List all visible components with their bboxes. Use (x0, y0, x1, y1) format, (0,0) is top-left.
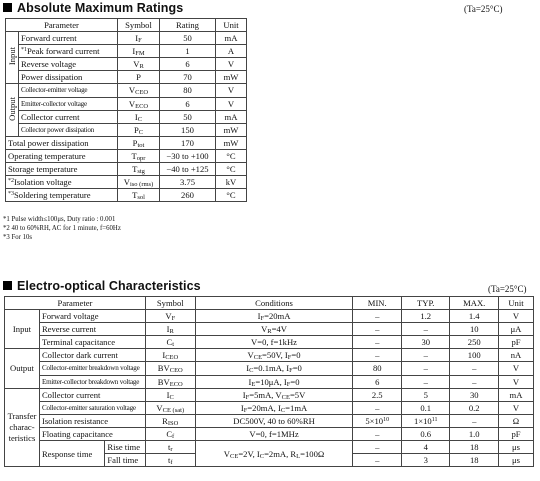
amr-symbol: $I_F$ (118, 32, 160, 45)
amr-param: Collector power dissipation (19, 123, 118, 136)
amr-rating: 1 (160, 45, 216, 58)
eoc-conditions: $I_F=20mA$ (195, 310, 353, 323)
table-row (5, 375, 534, 388)
eoc-header-min: MIN. (353, 297, 402, 310)
table-row (6, 32, 247, 45)
table-row (6, 45, 247, 58)
eoc-conditions: $I_F=5mA$, $V_{CE}=5V$ (195, 388, 353, 401)
eoc-min: – (353, 427, 402, 440)
eoc-typ: 0.6 (401, 427, 450, 440)
table-row (5, 427, 534, 440)
amr-header-rating: Rating (160, 19, 216, 32)
amr-unit: °C (216, 149, 247, 162)
amr-header-symbol: Symbol (118, 19, 160, 32)
amr-symbol: $P_{tot}$ (118, 136, 160, 149)
amr-section-title: Absolute Maximum Ratings (3, 1, 183, 15)
amr-group-output: Output (6, 84, 19, 136)
table-row (6, 58, 247, 71)
amr-symbol: $V_{iso (rms)}$ (118, 176, 160, 189)
eoc-min: – (353, 441, 402, 454)
eoc-group-output: Output (5, 349, 40, 388)
table-row (6, 71, 247, 84)
eoc-unit: Ω (498, 414, 533, 427)
amr-symbol: $P_C$ (118, 123, 160, 136)
amr-symbol: $V_{CEO}$ (118, 84, 160, 97)
table-row (6, 110, 247, 123)
eoc-min: – (353, 310, 402, 323)
eoc-unit: μs (498, 441, 533, 454)
table-row (5, 349, 534, 362)
table-row (5, 441, 534, 454)
amr-unit: A (216, 45, 247, 58)
footnote: *1 Pulse width≤100μs, Duty ratio : 0.001 (3, 216, 116, 223)
eoc-section-title: Electro-optical Characteristics (3, 279, 201, 293)
amr-symbol: $I_{FM}$ (118, 45, 160, 58)
amr-header-row (6, 19, 247, 32)
amr-symbol: $I_C$ (118, 110, 160, 123)
eoc-header-conditions: Conditions (195, 297, 353, 310)
eoc-param: Forward voltage (39, 310, 145, 323)
eoc-param: Isolation resistance (39, 414, 145, 427)
eoc-table (4, 296, 534, 467)
amr-unit: °C (216, 189, 247, 202)
eoc-symbol: $C_t$ (145, 336, 195, 349)
amr-unit: °C (216, 163, 247, 176)
eoc-unit: μs (498, 454, 533, 467)
eoc-param: Terminal capacitance (39, 336, 145, 349)
eoc-max: – (450, 362, 499, 375)
table-row (5, 401, 534, 414)
eoc-min: – (353, 401, 402, 414)
eoc-symbol: $C_f$ (145, 427, 195, 440)
eoc-symbol: $R_{ISO}$ (145, 414, 195, 427)
eoc-max: 0.2 (450, 401, 499, 414)
eoc-unit: pF (498, 427, 533, 440)
square-bullet-icon (3, 281, 12, 290)
table-row (5, 362, 534, 375)
amr-rating: 70 (160, 71, 216, 84)
eoc-conditions: DC500V, 40 to 60%RH (195, 414, 353, 427)
eoc-conditions: V=0, f=1MHz (195, 427, 353, 440)
eoc-typ: – (401, 375, 450, 388)
table-row (6, 123, 247, 136)
amr-param: Storage temperature (6, 163, 118, 176)
eoc-typ: 30 (401, 336, 450, 349)
footnote: *2 40 to 60%RH, AC for 1 minute, f=60Hz (3, 225, 121, 232)
eoc-conditions: V=0, f=1kHz (195, 336, 353, 349)
eoc-header-unit: Unit (498, 297, 533, 310)
amr-param: Reverse voltage (19, 58, 118, 71)
eoc-symbol: $I_R$ (145, 323, 195, 336)
amr-unit: mA (216, 32, 247, 45)
eoc-unit: V (498, 362, 533, 375)
table-row (6, 163, 247, 176)
eoc-param: Collector-emitter breakdown voltage (39, 362, 145, 375)
eoc-param: Reverse current (39, 323, 145, 336)
amr-unit: V (216, 84, 247, 97)
amr-param: Collector current (19, 110, 118, 123)
amr-param: $^{*1}$Peak forward current (19, 45, 118, 58)
table-row (5, 388, 534, 401)
amr-rating: 50 (160, 32, 216, 45)
table-row (5, 336, 534, 349)
amr-unit: mW (216, 123, 247, 136)
amr-rating: 50 (160, 110, 216, 123)
eoc-max: 1.4 (450, 310, 499, 323)
eoc-param: Emitter-collector breakdown voltage (39, 375, 145, 388)
amr-unit: mA (216, 110, 247, 123)
eoc-group-transfer: Transfer charac- teristics (5, 388, 40, 467)
eoc-max: 100 (450, 349, 499, 362)
eoc-unit: pF (498, 336, 533, 349)
eoc-min: – (353, 323, 402, 336)
table-row (6, 84, 247, 97)
eoc-symbol: $BV_{CEO}$ (145, 362, 195, 375)
eoc-max: 18 (450, 454, 499, 467)
eoc-min: – (353, 349, 402, 362)
amr-rating: 3.75 (160, 176, 216, 189)
eoc-unit: V (498, 401, 533, 414)
eoc-conditions: $V_{CE}=2V$, $I_C=2mA$, $R_L=100\Omega$ (195, 441, 353, 467)
eoc-unit: V (498, 310, 533, 323)
amr-rating: −40 to +125 (160, 163, 216, 176)
amr-unit: V (216, 97, 247, 110)
eoc-condition: (Ta=25°C) (488, 284, 527, 294)
amr-rating: 170 (160, 136, 216, 149)
eoc-max: 1.0 (450, 427, 499, 440)
eoc-max: 250 (450, 336, 499, 349)
amr-param: Emitter-collector voltage (19, 97, 118, 110)
amr-condition: (Ta=25°C) (464, 4, 503, 14)
eoc-max: – (450, 375, 499, 388)
eoc-param: Collector current (39, 388, 145, 401)
amr-symbol: P (118, 71, 160, 84)
eoc-min: $5\times 10^{10}$ (353, 414, 402, 427)
eoc-conditions: $I_E=10\mu A$, $I_F=0$ (195, 375, 353, 388)
eoc-typ: 5 (401, 388, 450, 401)
eoc-typ: – (401, 349, 450, 362)
eoc-group-response: Response time (39, 441, 104, 467)
amr-param: Power dissipation (19, 71, 118, 84)
eoc-conditions: $I_F=20mA$, $I_C=1mA$ (195, 401, 353, 414)
amr-param: Forward current (19, 32, 118, 45)
footnote: *3 For 10s (3, 234, 33, 241)
amr-rating: 80 (160, 84, 216, 97)
amr-symbol: $T_{stg}$ (118, 163, 160, 176)
amr-param: $^{*3}$Soldering temperature (6, 189, 118, 202)
eoc-conditions: $V_R=4V$ (195, 323, 353, 336)
eoc-param: Rise time (105, 441, 146, 454)
eoc-typ: 1.2 (401, 310, 450, 323)
eoc-typ: 0.1 (401, 401, 450, 414)
amr-unit: kV (216, 176, 247, 189)
eoc-header-row (5, 297, 534, 310)
amr-symbol: $V_{ECO}$ (118, 97, 160, 110)
amr-param: Operating temperature (6, 149, 118, 162)
amr-group-input: Input (6, 32, 19, 84)
eoc-typ: 4 (401, 441, 450, 454)
eoc-symbol: $BV_{ECO}$ (145, 375, 195, 388)
amr-table (5, 18, 247, 202)
eoc-group-input: Input (5, 310, 40, 349)
eoc-header-max: MAX. (450, 297, 499, 310)
amr-symbol: $V_R$ (118, 58, 160, 71)
eoc-symbol: $t_r$ (145, 441, 195, 454)
eoc-conditions: $I_C=0.1mA$, $I_F=0$ (195, 362, 353, 375)
amr-rating: 150 (160, 123, 216, 136)
eoc-symbol: $I_{CEO}$ (145, 349, 195, 362)
eoc-header-typ: TYP. (401, 297, 450, 310)
table-row (6, 97, 247, 110)
eoc-unit: V (498, 375, 533, 388)
amr-rating: 6 (160, 58, 216, 71)
eoc-conditions: $V_{CE}=50V$, $I_F=0$ (195, 349, 353, 362)
amr-header-parameter: Parameter (6, 19, 118, 32)
eoc-max: 10 (450, 323, 499, 336)
eoc-max: 30 (450, 388, 499, 401)
amr-symbol: $T_{opr}$ (118, 149, 160, 162)
eoc-param: Fall time (105, 454, 146, 467)
amr-unit: V (216, 58, 247, 71)
eoc-param: Floating capacitance (39, 427, 145, 440)
table-row (5, 323, 534, 336)
table-row (6, 149, 247, 162)
eoc-typ: – (401, 362, 450, 375)
table-row (5, 310, 534, 323)
eoc-typ: $1\times 10^{11}$ (401, 414, 450, 427)
eoc-max: – (450, 414, 499, 427)
amr-footnotes (3, 215, 121, 242)
eoc-min: – (353, 336, 402, 349)
table-row (6, 189, 247, 202)
eoc-min: 2.5 (353, 388, 402, 401)
amr-symbol: $T_{sol}$ (118, 189, 160, 202)
eoc-symbol: $V_F$ (145, 310, 195, 323)
eoc-typ: – (401, 323, 450, 336)
eoc-symbol: $t_f$ (145, 454, 195, 467)
eoc-min: 80 (353, 362, 402, 375)
eoc-unit: μA (498, 323, 533, 336)
eoc-param: Collector-emitter saturation voltage (39, 401, 145, 414)
eoc-symbol: $I_C$ (145, 388, 195, 401)
eoc-max: 18 (450, 441, 499, 454)
table-row (6, 176, 247, 189)
eoc-header-parameter: Parameter (5, 297, 146, 310)
amr-param: $^{*2}$Isolation voltage (6, 176, 118, 189)
amr-unit: mW (216, 71, 247, 84)
amr-header-unit: Unit (216, 19, 247, 32)
eoc-typ: 3 (401, 454, 450, 467)
eoc-symbol: $V_{CE (sat)}$ (145, 401, 195, 414)
square-bullet-icon (3, 3, 12, 12)
amr-rating: 6 (160, 97, 216, 110)
table-row (6, 136, 247, 149)
eoc-min: 6 (353, 375, 402, 388)
amr-param: Collector-emitter voltage (19, 84, 118, 97)
eoc-unit: mA (498, 388, 533, 401)
table-row (5, 414, 534, 427)
eoc-min: – (353, 454, 402, 467)
eoc-param: Collector dark current (39, 349, 145, 362)
eoc-unit: nA (498, 349, 533, 362)
eoc-header-symbol: Symbol (145, 297, 195, 310)
amr-rating: −30 to +100 (160, 149, 216, 162)
amr-param: Total power dissipation (6, 136, 118, 149)
amr-rating: 260 (160, 189, 216, 202)
amr-unit: mW (216, 136, 247, 149)
